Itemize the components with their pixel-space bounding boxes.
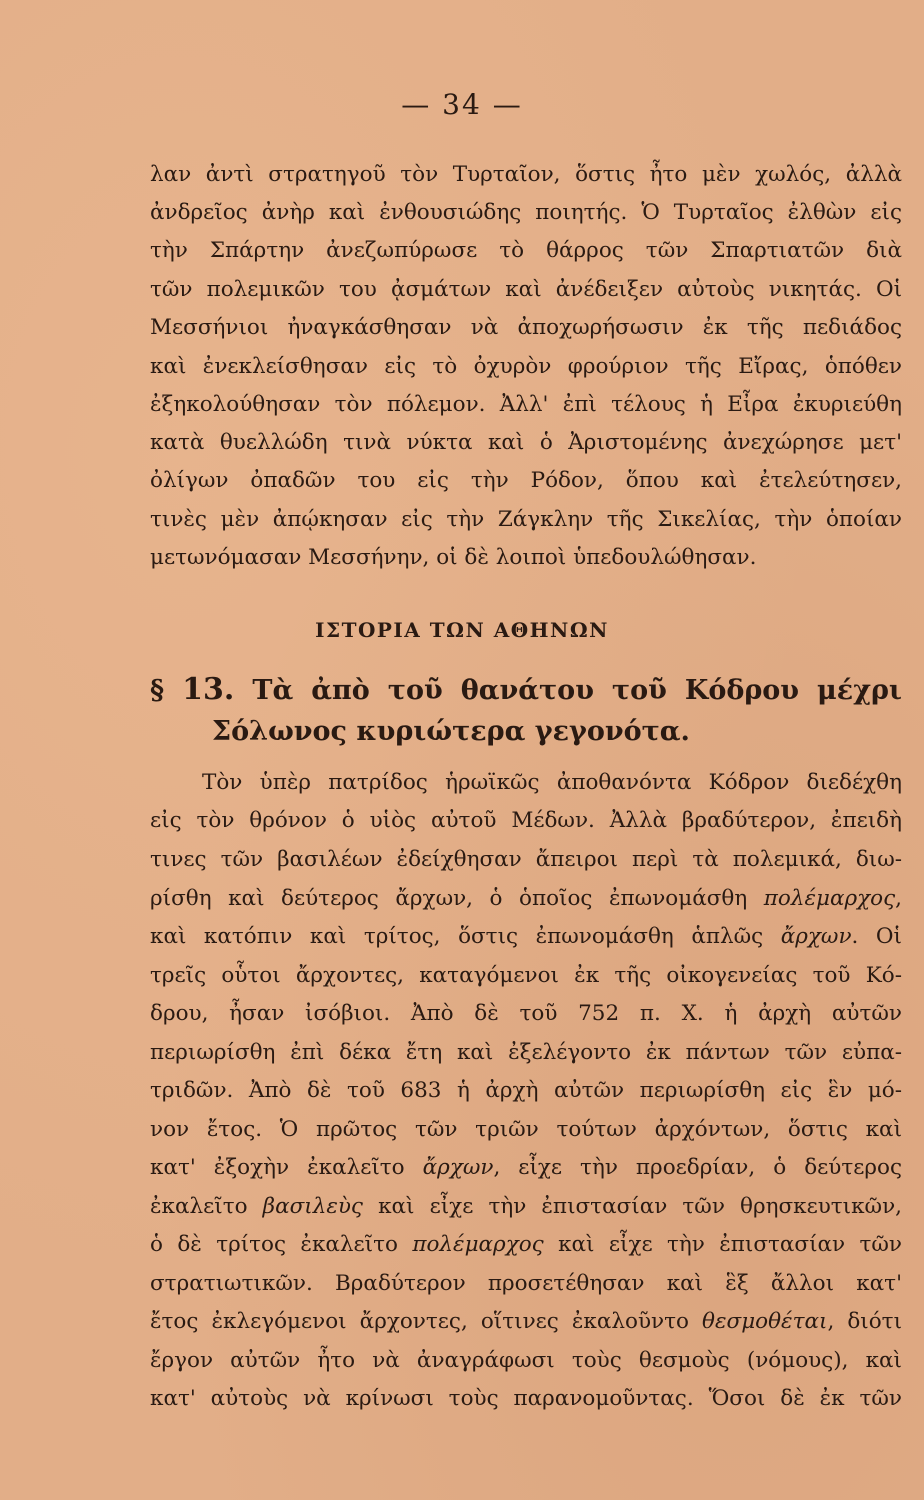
text-line: εἰς τὸν θρόνον ὁ υἱὸς αὐτοῦ Μέδων. Ἀλλὰ βραδύτερον, ἐπειδὴ <box>150 808 902 833</box>
text-line: Τὸν ὑπὲρ πατρίδος ἡρωϊκῶς ἀποθανόντα Κόδρον διεδέχθη <box>202 770 902 795</box>
chapter-heading: ΙΣΤΟΡΙΑ ΤΩΝ ΑΘΗΝΩΝ <box>315 618 609 642</box>
text: καὶ εἶχε τὴν ἐπιστασίαν τῶν <box>543 1232 902 1257</box>
text-line: τὴν Σπάρτην ἀνεζωπύρωσε τὸ θάρρος τῶν Σπαρτιατῶν διὰ <box>150 238 902 263</box>
text: , εἶχε τὴν προεδρίαν, ὁ δεύτερος <box>493 1155 903 1180</box>
text-line: τινες τῶν βασιλέων ἐδείχθησαν ἄπειροι περὶ τὰ πολεμικά, διω- <box>150 847 902 872</box>
text-line: νον ἔτος. Ὁ πρῶτος τῶν τριῶν τούτων ἀρχόντων, ὅστις καὶ <box>150 1117 902 1142</box>
text-line: μετωνόμασαν Μεσσήνην, οἱ δὲ λοιποὶ ὑπεδουλώθησαν. <box>150 545 757 570</box>
italic-term: ἄρχων <box>422 1155 494 1180</box>
section-number: 13. <box>182 672 235 707</box>
text-line: λαν ἀντὶ στρατηγοῦ τὸν Τυρταῖον, ὅστις ἦτο μὲν χωλός, ἀλλὰ <box>150 162 902 187</box>
text-line: δρου, ἦσαν ἰσόβιοι. Ἀπὸ δὲ τοῦ 752 π. Χ. ἡ ἀρχὴ αὐτῶν <box>150 1001 902 1026</box>
text-line: κατὰ θυελλώδη τινὰ νύκτα καὶ ὁ Ἀριστομένης ἀνεχώρησε μετ' <box>150 430 902 455</box>
text-line: καὶ ἐνεκλείσθησαν εἰς τὸ ὀχυρὸν φρούριον τῆς Εἴρας, ὁπόθεν <box>150 354 902 379</box>
text-line: ἐξηκολούθησαν τὸν πόλεμον. Ἀλλ' ἐπὶ τέλους ἡ Εἶρα ἐκυριεύθη <box>150 392 902 417</box>
text: , διότι <box>827 1309 902 1334</box>
italic-term: πολέμαρχος <box>412 1232 544 1257</box>
italic-term: θεσμοθέται <box>702 1309 828 1334</box>
text-line: τριδῶν. Ἀπὸ δὲ τοῦ 683 ἡ ἀρχὴ αὐτῶν περιωρίσθη εἰς ἓν μό- <box>150 1078 902 1103</box>
text-line: ἀνδρεῖος ἀνὴρ καὶ ἐνθουσιώδης ποιητής. Ὁ Τυρταῖος ἐλθὼν εἰς <box>150 200 902 225</box>
text-line: περιωρίσθη ἐπὶ δέκα ἔτη καὶ ἐξελέγοντο ἐκ πάντων τῶν εὐπα- <box>150 1040 902 1065</box>
text-line <box>150 1307 902 1337</box>
text: , <box>895 886 902 911</box>
text-line <box>150 1230 902 1260</box>
text: ἔτος ἐκλεγόμενοι ἄρχοντες, οἵτινες ἐκαλοῦντο <box>150 1309 703 1334</box>
text-line: Μεσσήνιοι ἠναγκάσθησαν νὰ ἀποχωρήσωσιν ἐκ τῆς πεδιάδος <box>150 315 902 340</box>
section-title-line2: Σόλωνος κυριώτερα γεγονότα. <box>212 716 690 747</box>
section-title-line1: Τὰ ἀπὸ τοῦ θανάτου τοῦ Κόδρου μέχρι <box>252 675 902 706</box>
text-line <box>150 922 902 952</box>
text-line: τῶν πολεμικῶν του ᾀσμάτων καὶ ἀνέδειξεν αὐτοὺς νικητάς. Οἱ <box>150 277 902 302</box>
text: ρίσθη καὶ δεύτερος ἄρχων, ὁ ὁποῖος ἐπωνομάσθη <box>150 886 764 911</box>
text: ὁ δὲ τρίτος ἐκαλεῖτο <box>150 1232 413 1257</box>
text: ἐκαλεῖτο <box>150 1194 263 1219</box>
page-number: — 34 — <box>401 88 523 121</box>
text: καὶ εἶχε τὴν ἐπιστασίαν τῶν θρησκευτικῶν, <box>362 1194 902 1219</box>
text: καὶ κατόπιν καὶ τρίτος, ὅστις ἐπωνομάσθη ἁπλῶς <box>150 924 781 949</box>
section-title <box>150 672 902 707</box>
text-line <box>150 1153 902 1183</box>
text-line <box>150 884 902 914</box>
text-line: τρεῖς οὗτοι ἄρχοντες, καταγόμενοι ἐκ τῆς οἰκογενείας τοῦ Κό- <box>150 963 902 988</box>
text-line: ἔργον αὐτῶν ἦτο νὰ ἀναγράφωσι τοὺς θεσμοὺς (νόμους), καὶ <box>150 1348 902 1373</box>
text-line <box>150 1192 902 1222</box>
italic-term: βασιλεὺς <box>262 1194 363 1219</box>
text: κατ' ἐξοχὴν ἐκαλεῖτο <box>150 1155 423 1180</box>
italic-term: πολέμαρχος <box>763 886 896 911</box>
text: . Οἱ <box>851 924 902 949</box>
text-line: στρατιωτικῶν. Βραδύτερον προσετέθησαν καὶ ἓξ ἄλλοι κατ' <box>150 1271 902 1296</box>
text-line: τινὲς μὲν ἀπῴκησαν εἰς τὴν Ζάγκλην τῆς Σικελίας, τὴν ὁποίαν <box>150 507 902 532</box>
section-symbol: § <box>150 675 165 706</box>
text-line: κατ' αὐτοὺς νὰ κρίνωσι τοὺς παρανομοῦντας. Ὅσοι δὲ ἐκ τῶν <box>150 1386 902 1411</box>
italic-term: ἄρχων <box>780 924 852 949</box>
text-line: ὀλίγων ὀπαδῶν του εἰς τὴν Ρόδον, ὅπου καὶ ἐτελεύτησεν, <box>150 468 902 493</box>
